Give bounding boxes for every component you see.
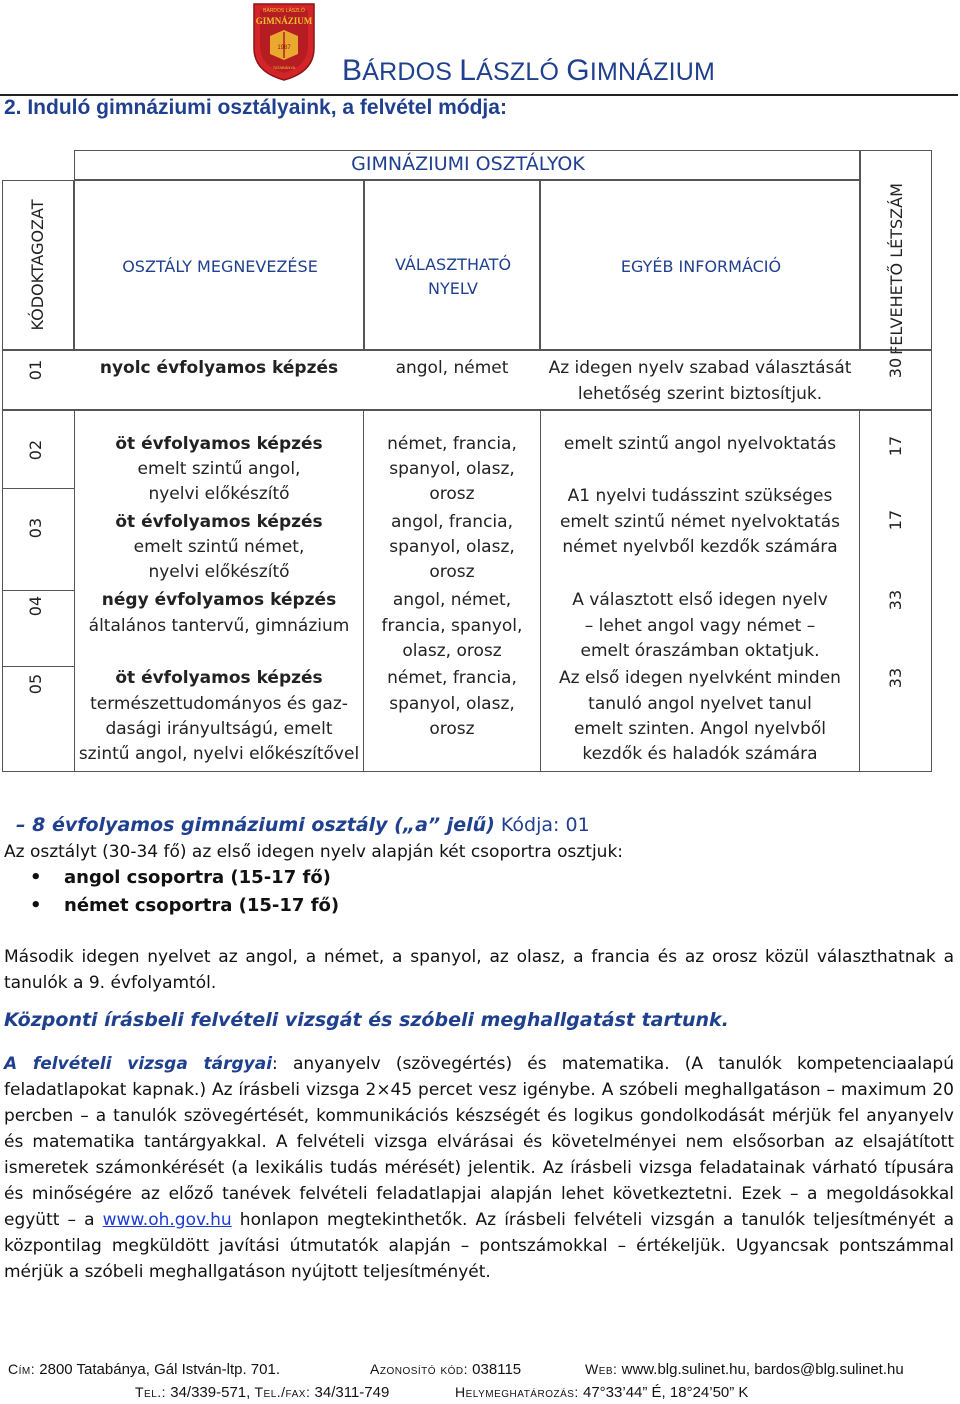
row-04-name-1: négy évfolyamos képzés — [101, 590, 337, 610]
row-05-info-1: Az első idegen nyelvként minden — [559, 668, 841, 688]
row-01-info-2: lehetőség szerint biztosítjuk. — [577, 384, 823, 404]
row-05-name-4: szintű angol, nyelvi előkészítővel — [78, 744, 360, 764]
row-03-name-1: öt évfolyamos képzés — [115, 512, 323, 532]
header-info-cell — [540, 180, 860, 350]
row-05-info-3: emelt szinten. Angol nyelvből — [574, 719, 826, 739]
classes-table — [2, 150, 932, 772]
header-lang-2: NYELV — [428, 279, 478, 298]
row-05-count: 33 — [886, 667, 905, 689]
row-04-info-3: emelt óraszámban oktatjuk. — [580, 641, 820, 661]
row-04-count: 33 — [886, 589, 905, 611]
row-01-code: 01 — [26, 359, 45, 381]
row-05-name-2: természettudományos és gaz- — [90, 694, 348, 714]
bullet-icon: • — [30, 895, 42, 916]
row-05-info-4: kezdők és haladók számára — [582, 744, 818, 764]
exam-paragraph: A felvételi vizsga tárgyai: anyanyelv (szövegértés) és matematika. (A tanulók kompetenciaalapú feladatlapokat kapnak.) Az írásbeli vizsga 2×45 percet vesz igénybe. A szóbeli meghallgatáson – maximum 20 percben – a tanulók szövegértését, kommunikációs készségét és logikus gondolkodását mérjük fel anyanyelv és matematika tantárgyakkal. A felvételi vizsga elvárásai és követelményei nem elsősorban az elsajátított ismeretek számonkérését (a lexikális tudás mérését) jelentik. Az írásbeli vizsga feladatainak várható típusára és minőségére az előző tanévek felvételi feladatlapjai alapján lehet következtetni. Ezek – a megoldásokkal együtt – a www.oh.gov.hu honlapon megtekinthetők. Az írásbeli felvételi vizsgán a tanulók teljesítményét a központilag megküldött javítási útmutatók alapján – pontszámokkal – értékeljük. Ugyancsak pontszámmal mérjük a szóbeli meghallgatáson nyújtott teljesítményét. — [4, 1054, 954, 1282]
section-title: 2. Induló gimnáziumi osztályaink, a felvétel módja: — [4, 96, 507, 119]
row-03-lang-3: orosz — [429, 562, 475, 582]
row-03-info-1: emelt szintű német nyelvoktatás — [559, 512, 841, 532]
table-title-cell — [74, 150, 860, 180]
footer-tel: Tel.: 34/339-571, Tel./fax: 34/311-749 — [135, 1384, 390, 1401]
header-name-cell — [74, 180, 364, 350]
row-05-name-1: öt évfolyamos képzés — [115, 668, 323, 688]
class-code: Kódja: 01 — [494, 814, 590, 836]
header-kod: KÓDOKTAGOZAT — [28, 199, 47, 331]
header-count: FELVEHETŐ LÉTSZÁM — [887, 183, 906, 355]
row-02-lang-2: spanyol, olasz, — [389, 459, 515, 479]
row-04-info-2: – lehet angol vagy német – — [584, 616, 816, 636]
row-02-name-3: nyelvi előkészítő — [148, 484, 290, 504]
row-03-info-2: német nyelvből kezdők számára — [562, 537, 838, 557]
header-count-cell — [860, 150, 932, 355]
row-05-lang-3: orosz — [429, 719, 475, 739]
row-03-lang-2: spanyol, olasz, — [389, 537, 515, 557]
row-02-info-1: emelt szintű angol nyelvoktatás — [563, 434, 837, 454]
row-04-lang-2: francia, spanyol, — [381, 616, 523, 636]
row-03-count: 17 — [886, 509, 905, 531]
list-item: • német csoportra (15-17 fő) — [30, 893, 339, 919]
row-03-lang-1: angol, francia, — [391, 512, 513, 532]
row-02-code: 02 — [26, 439, 45, 461]
list-item: • angol csoportra (15-17 fő) — [30, 865, 331, 891]
header-lang-cell — [364, 180, 540, 350]
header-lang-1: VÁLASZTHATÓ — [394, 255, 512, 274]
row-05-code: 05 — [26, 673, 45, 695]
subjects-label: A felvételi vizsga tárgyai — [4, 1054, 273, 1074]
oh-gov-link[interactable]: www.oh.gov.hu — [102, 1210, 232, 1230]
row-05-name-3: dasági irányultságú, emelt — [105, 719, 333, 739]
row-04-name-2: általános tantervű, gimnázium — [88, 616, 350, 636]
footer-address: Cím: 2800 Tatabánya, Gál István-ltp. 701. — [8, 1361, 280, 1378]
row-02-lang-3: orosz — [429, 484, 475, 504]
intro-text: Az osztályt (30-34 fő) az első idegen nyelv alapján két csoportra osztjuk: — [4, 842, 624, 862]
row-02-lang-1: német, francia, — [387, 434, 517, 454]
class-title: – 8 évfolyamos gimnáziumi osztály („a” jelű) — [16, 814, 495, 836]
second-language-text: Második idegen nyelvet az angol, a német, a spanyol, az olasz, a francia és az orosz közül választhatnak a tanulók a 9. évfolyamtól. — [4, 947, 954, 993]
row-05-lang-2: spanyol, olasz, — [389, 694, 515, 714]
row-02-count: 17 — [886, 435, 905, 457]
row-04-code: 04 — [26, 595, 45, 617]
footer-id: Azonosító kód: 038115 — [370, 1361, 522, 1378]
footer-location: Helymeghatározás: 47°33’44” É, 18°24’50” K — [455, 1384, 749, 1401]
logo-text-top: BÁRDOS LÁSZLÓ — [263, 8, 305, 14]
logo-city: TATABÁNYA — [272, 65, 296, 70]
row-04-lang-3: olasz, orosz — [402, 641, 502, 661]
school-logo — [250, 2, 318, 82]
row-02-name-2: emelt szintű angol, — [137, 459, 301, 479]
bullet-icon: • — [30, 867, 42, 888]
logo-year: 1987 — [277, 45, 291, 51]
exam-title: Központi írásbeli felvételi vizsgát és szóbeli meghallgatást tartunk. — [4, 1009, 729, 1031]
table-title: GIMNÁZIUMI OSZTÁLYOK — [351, 153, 585, 175]
footer-web: Web: www.blg.sulinet.hu, bardos@blg.sulinet.hu — [585, 1361, 904, 1378]
row-02-info-2: A1 nyelvi tudásszint szükséges — [567, 486, 833, 506]
row-03-name-3: nyelvi előkészítő — [148, 562, 290, 582]
row-05-info-2: tanuló angol nyelvet tanul — [588, 694, 812, 714]
row-01-info-1: Az idegen nyelv szabad választását — [548, 358, 852, 378]
row-05-lang-1: német, francia, — [387, 668, 517, 688]
header-kod-cell — [2, 180, 74, 350]
row-04-lang-1: angol, német, — [392, 590, 512, 610]
row-03-code: 03 — [26, 517, 45, 539]
logo-text-main: GIMNÁZIUM — [255, 16, 313, 26]
row-01-name: nyolc évfolyamos képzés — [99, 358, 339, 378]
school-name: BÁRDOS LÁSZLÓ GIMNÁZIUM — [342, 54, 716, 87]
row-03-name-2: emelt szintű német, — [133, 537, 305, 557]
header-name: OSZTÁLY MEGNEVEZÉSE — [122, 257, 318, 276]
row-04-info-1: A választott első idegen nyelv — [572, 590, 828, 610]
row-02-name-1: öt évfolyamos képzés — [115, 434, 323, 454]
row-01-count: 30 — [886, 357, 905, 379]
row-01-lang: angol, német — [395, 358, 509, 378]
header-info: EGYÉB INFORMÁCIÓ — [620, 257, 782, 276]
class-heading — [16, 812, 590, 839]
